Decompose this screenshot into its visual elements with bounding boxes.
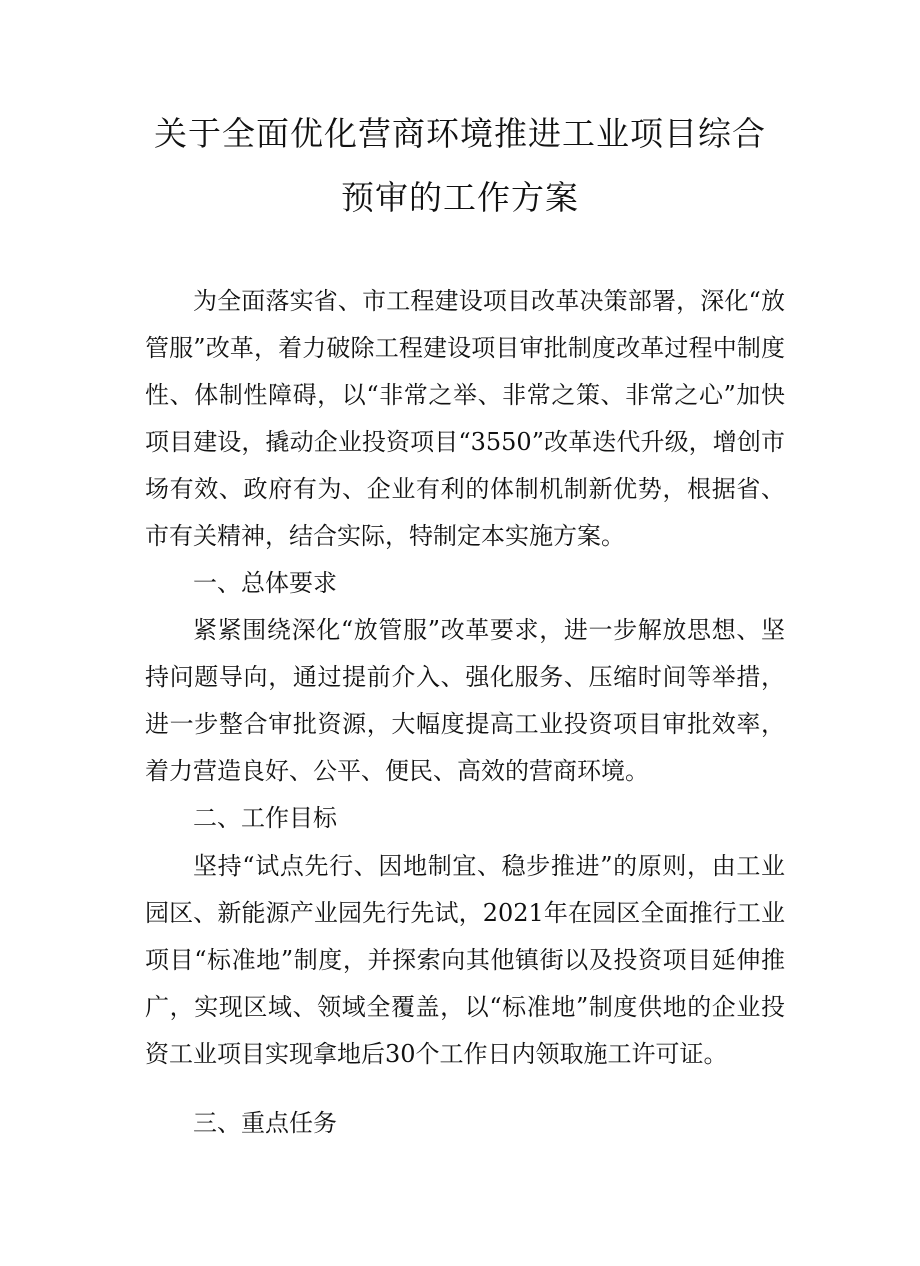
section-body-general-requirements: 紧紧围绕深化“放管服”改革要求，进一步解放思想、坚持问题导向，通过提前介入、强化服务、压缩时间等举措，进一步整合审批资源，大幅度提高工业投资项目审批效率，着力营造良好、公平、便民、高效的营商环境。 [145, 616, 785, 785]
document-title-line-2: 预审的工作方案 [341, 178, 579, 217]
section-heading-key-tasks: 三、重点任务 [193, 1109, 337, 1137]
intro-paragraph: 为全面落实省、市工程建设项目改革决策部署，深化“放管服”改革，着力破除工程建设项目审批制度改革过程中制度性、体制性障碍，以“非常之举、非常之策、非常之心”加快项目建设，撬动企业投资项目“3550”改革迭代升级，增创市场有效、政府有为、企业有利的体制机制新优势，根据省、市有关精神，结合实际，特制定本实施方案。 [145, 287, 785, 550]
section-heading-general-requirements: 一、总体要求 [193, 569, 337, 597]
document-title-line-1: 关于全面优化营商环境推进工业项目综合 [154, 114, 766, 153]
section-heading-work-goals: 二、工作目标 [193, 804, 337, 832]
section-body-work-goals: 坚持“试点先行、因地制宜、稳步推进”的原则，由工业园区、新能源产业园先行先试，2021年在园区全面推行工业项目“标准地”制度，并探索向其他镇街以及投资项目延伸推广，实现区域、领域全覆盖，以“标准地”制度供地的企业投资工业项目实现拿地后30个工作日内领取施工许可证。 [145, 852, 785, 1068]
